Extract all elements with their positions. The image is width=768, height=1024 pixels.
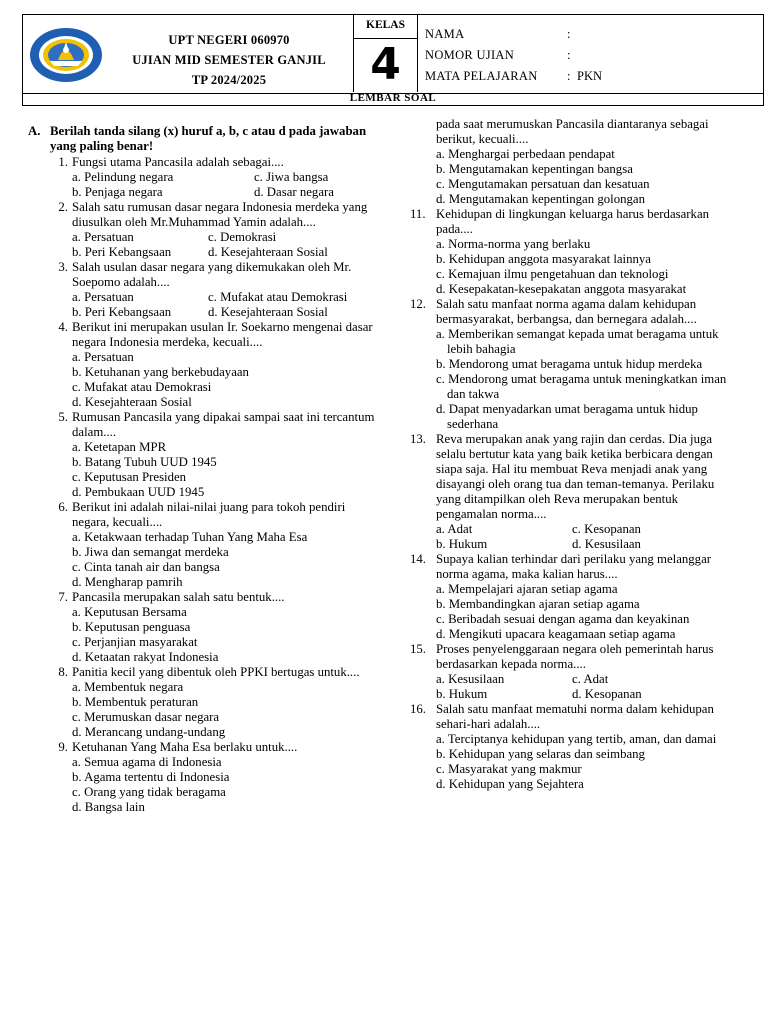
answer-option[interactable]: a. Persatuan bbox=[72, 230, 134, 244]
question-number: 13. bbox=[410, 432, 426, 446]
question-2 bbox=[28, 200, 384, 260]
subject-label: MATA PELAJARAN bbox=[425, 69, 538, 83]
answer-option[interactable]: d. Kesejahteraan Sosial bbox=[72, 395, 192, 409]
question-text: Salah satu manfaat norma agama dalam kehidupan bermasyarakat, berbangsa, dan bernegara adalah.... bbox=[436, 297, 697, 326]
class-box bbox=[353, 14, 418, 92]
question-11 bbox=[410, 207, 740, 297]
answer-option[interactable]: b. Penjaga negara bbox=[72, 185, 163, 199]
section-instruction bbox=[28, 124, 384, 154]
answer-option[interactable]: b. Membandingkan ajaran setiap agama bbox=[436, 597, 640, 611]
question-number: 4. bbox=[58, 320, 68, 334]
question-number: 6. bbox=[58, 500, 68, 514]
info-row-subject bbox=[425, 66, 602, 87]
answer-option[interactable]: d. Mengikuti upacara keagamaan setiap agama bbox=[436, 627, 676, 641]
question-10-continuation bbox=[410, 117, 740, 147]
question-number: 14. bbox=[410, 552, 426, 566]
question-number: 2. bbox=[58, 200, 68, 214]
answer-option[interactable]: a. Membentuk negara bbox=[72, 680, 184, 694]
answer-option[interactable]: c. Keputusan Presiden bbox=[72, 470, 187, 484]
question-text: pada saat merumuskan Pancasila diantaranya sebagai berikut, kecuali.... bbox=[436, 117, 709, 146]
answer-option[interactable]: a. Ketetapan MPR bbox=[72, 440, 167, 454]
question-text: Berikut ini adalah nilai-nilai juang para tokoh pendiri negara, kecuali.... bbox=[72, 500, 346, 529]
answer-option[interactable]: b. Peri Kebangsaan bbox=[72, 245, 172, 259]
question-number: 8. bbox=[58, 665, 68, 679]
question-text: Rumusan Pancasila yang dipakai sampai saat ini tercantum dalam.... bbox=[72, 410, 375, 439]
question-text: Reva merupakan anak yang rajin dan cerdas. Dia juga selalu bertutur kata yang baik ketika berbicara dengan siapa saja. Hal itu membuat Reva menjadi anak yang disayangi oleh orang tua dan teman-temanya. Perilaku yang ditampilkan oleh Reva merupakan bentuk pengamalan norma.... bbox=[436, 432, 715, 521]
exam-header bbox=[22, 14, 764, 106]
school-identity bbox=[104, 30, 354, 90]
answer-option[interactable]: c. Kemajuan ilmu pengetahuan dan teknologi bbox=[436, 267, 669, 281]
question-text: Proses penyelenggaraan negara oleh pemerintah harus berdasarkan kepada norma.... bbox=[436, 642, 714, 671]
info-row-name bbox=[425, 24, 602, 45]
answer-option[interactable]: c. Perjanjian masyarakat bbox=[72, 635, 198, 649]
answer-option[interactable]: c. Masyarakat yang makmur bbox=[436, 762, 582, 776]
answer-option[interactable]: d. Pembukaan UUD 1945 bbox=[72, 485, 205, 499]
question-number: 11. bbox=[410, 207, 426, 221]
answer-option[interactable]: b. Membentuk peraturan bbox=[72, 695, 199, 709]
answer-option[interactable]: a. Keputusan Bersama bbox=[72, 605, 187, 619]
question-15 bbox=[410, 642, 740, 702]
question-number: 7. bbox=[58, 590, 68, 604]
answer-option[interactable]: a. Persatuan bbox=[72, 350, 134, 364]
question-text: Pancasila merupakan salah satu bentuk.... bbox=[72, 590, 285, 604]
answer-option[interactable]: c. Cinta tanah air dan bangsa bbox=[72, 560, 220, 574]
question-text: Fungsi utama Pancasila adalah sebagai.... bbox=[72, 155, 284, 169]
answer-option[interactable]: d. Ketaatan rakyat Indonesia bbox=[72, 650, 219, 664]
exam-name: UJIAN MID SEMESTER GANJIL bbox=[132, 53, 326, 67]
subject-colon: : bbox=[567, 69, 571, 83]
answer-option[interactable]: c. Demokrasi bbox=[208, 230, 277, 244]
name-colon: : bbox=[567, 27, 571, 41]
question-number: 15. bbox=[410, 642, 426, 656]
school-name: UPT NEGERI 060970 bbox=[168, 33, 290, 47]
question-text: Supaya kalian terhindar dari perilaku yang melanggar norma agama, maka kalian harus.... bbox=[436, 552, 712, 581]
question-8 bbox=[28, 665, 384, 740]
answer-option[interactable]: a. Kesusilaan bbox=[436, 672, 505, 686]
student-info bbox=[425, 24, 602, 87]
sheet-title: LEMBAR SOAL bbox=[22, 92, 764, 106]
answer-option[interactable]: a. Ketakwaan terhadap Tuhan Yang Maha Esa bbox=[72, 530, 308, 544]
answer-option[interactable]: c. Mufakat atau Demokrasi bbox=[208, 290, 348, 304]
subject-value: PKN bbox=[577, 69, 603, 83]
question-13 bbox=[410, 432, 740, 552]
question-9 bbox=[28, 740, 384, 815]
answer-option[interactable]: c. Mengutamakan persatuan dan kesatuan bbox=[436, 177, 650, 191]
answer-option[interactable]: b. Kehidupan anggota masyarakat lainnya bbox=[436, 252, 651, 266]
answer-option[interactable]: a. Adat bbox=[436, 522, 473, 536]
name-label: NAMA bbox=[425, 27, 465, 41]
answer-option[interactable]: d. Kesejahteraan Sosial bbox=[208, 245, 328, 259]
answer-option[interactable]: b. Batang Tubuh UUD 1945 bbox=[72, 455, 217, 469]
answer-option[interactable]: a. Semua agama di Indonesia bbox=[72, 755, 222, 769]
question-4 bbox=[28, 320, 384, 410]
question-text: Berikut ini merupakan usulan Ir. Soekarno mengenai dasar negara Indonesia merdeka, kecuali.... bbox=[72, 320, 373, 349]
answer-option[interactable]: c. Orang yang tidak beragama bbox=[72, 785, 226, 799]
answer-option[interactable]: c. Beribadah sesuai dengan agama dan keyakinan bbox=[436, 612, 690, 626]
answer-option[interactable]: c. Jiwa bangsa bbox=[254, 170, 329, 184]
question-text: Salah satu rumusan dasar negara Indonesia merdeka yang diusulkan oleh Mr.Muhammad Yamin adalah.... bbox=[72, 200, 368, 229]
answer-option[interactable]: a. Persatuan bbox=[72, 290, 134, 304]
answer-option[interactable]: b. Kehidupan yang selaras dan seimbang bbox=[436, 747, 645, 761]
answer-option[interactable]: d. Bangsa lain bbox=[72, 800, 145, 814]
class-label: KELAS bbox=[354, 14, 417, 39]
academic-year: TP 2024/2025 bbox=[191, 73, 267, 87]
answer-option[interactable]: d. Kesepakatan-kesepakatan anggota masyarakat bbox=[436, 282, 687, 296]
answer-option[interactable]: a. Norma-norma yang berlaku bbox=[436, 237, 591, 251]
answer-option[interactable]: c. Kesopanan bbox=[572, 522, 641, 536]
answer-option[interactable]: b. Mendorong umat beragama untuk hidup merdeka bbox=[436, 357, 703, 371]
answer-option[interactable]: c. Mufakat atau Demokrasi bbox=[72, 380, 212, 394]
tut-wuri-handayani-logo-icon bbox=[28, 26, 104, 84]
question-12 bbox=[410, 297, 740, 432]
question-text: Kehidupan di lingkungan keluarga harus berdasarkan pada.... bbox=[436, 207, 710, 236]
exam-number-colon: : bbox=[567, 48, 571, 62]
question-number: 5. bbox=[58, 410, 68, 424]
answer-option[interactable]: b. Agama tertentu di Indonesia bbox=[72, 770, 230, 784]
answer-option[interactable]: c. Merumuskan dasar negara bbox=[72, 710, 220, 724]
answer-option[interactable]: d. Kesejahteraan Sosial bbox=[208, 305, 328, 319]
question-14 bbox=[410, 552, 740, 642]
answer-option[interactable]: d. Dasar negara bbox=[254, 185, 334, 199]
answer-option[interactable]: d. Dapat menyadarkan umat beragama untuk hidup sederhana bbox=[436, 402, 698, 431]
class-number: 4 bbox=[370, 39, 401, 90]
answer-option[interactable]: a. Terciptanya kehidupan yang tertib, aman, dan damai bbox=[436, 732, 717, 746]
section-mark: A. bbox=[28, 124, 41, 138]
question-3 bbox=[28, 260, 384, 320]
question-text: Ketuhanan Yang Maha Esa berlaku untuk.... bbox=[72, 740, 298, 754]
answer-option[interactable]: d. Kehidupan yang Sejahtera bbox=[436, 777, 584, 791]
answer-option[interactable]: c. Adat bbox=[572, 672, 609, 686]
question-text: Salah satu manfaat mematuhi norma dalam kehidupan sehari-hari adalah.... bbox=[436, 702, 714, 731]
answer-option[interactable]: b. Jiwa dan semangat merdeka bbox=[72, 545, 229, 559]
answer-option[interactable]: a. Pelindung negara bbox=[72, 170, 174, 184]
question-number: 12. bbox=[410, 297, 426, 311]
answer-option[interactable]: a. Menghargai perbedaan pendapat bbox=[436, 147, 615, 161]
answer-option[interactable]: b. Mengutamakan kepentingan bangsa bbox=[436, 162, 633, 176]
answer-option[interactable]: d. Merancang undang-undang bbox=[72, 725, 226, 739]
question-7 bbox=[28, 590, 384, 665]
question-16 bbox=[410, 702, 740, 792]
exam-number-label: NOMOR UJIAN bbox=[425, 48, 515, 62]
question-1 bbox=[28, 155, 384, 200]
answer-option[interactable]: d. Kesusilaan bbox=[572, 537, 641, 551]
answer-option[interactable]: d. Mengutamakan kepentingan golongan bbox=[436, 192, 645, 206]
question-number: 1. bbox=[58, 155, 68, 169]
answer-option[interactable]: c. Mendorong umat beragama untuk meningkatkan iman dan takwa bbox=[436, 372, 727, 401]
question-5 bbox=[28, 410, 384, 500]
answer-option[interactable]: d. Kesopanan bbox=[572, 687, 642, 701]
answer-option[interactable]: a. Mempelajari ajaran setiap agama bbox=[436, 582, 618, 596]
question-number: 16. bbox=[410, 702, 426, 716]
instruction-text: Berilah tanda silang (x) huruf a, b, c atau d pada jawaban yang paling benar! bbox=[50, 124, 367, 153]
answer-option[interactable]: d. Mengharap pamrih bbox=[72, 575, 183, 589]
question-number: 9. bbox=[58, 740, 68, 754]
answer-option[interactable]: b. Hukum bbox=[436, 537, 488, 551]
answer-option[interactable]: b. Hukum bbox=[436, 687, 488, 701]
right-column bbox=[410, 117, 740, 792]
answer-option[interactable]: b. Ketuhanan yang berkebudayaan bbox=[72, 365, 249, 379]
question-text: Salah usulan dasar negara yang dikemukakan oleh Mr. Soepomo adalah.... bbox=[72, 260, 352, 289]
question-text: Panitia kecil yang dibentuk oleh PPKI bertugas untuk.... bbox=[72, 665, 360, 679]
info-row-exam-number bbox=[425, 45, 602, 66]
question-6 bbox=[28, 500, 384, 590]
question-10-options bbox=[410, 147, 740, 207]
answer-option[interactable]: a. Memberikan semangat kepada umat beragama untuk lebih bahagia bbox=[436, 327, 719, 356]
left-column bbox=[28, 124, 384, 815]
question-number: 3. bbox=[58, 260, 68, 274]
answer-option[interactable]: b. Keputusan penguasa bbox=[72, 620, 191, 634]
answer-option[interactable]: b. Peri Kebangsaan bbox=[72, 305, 172, 319]
